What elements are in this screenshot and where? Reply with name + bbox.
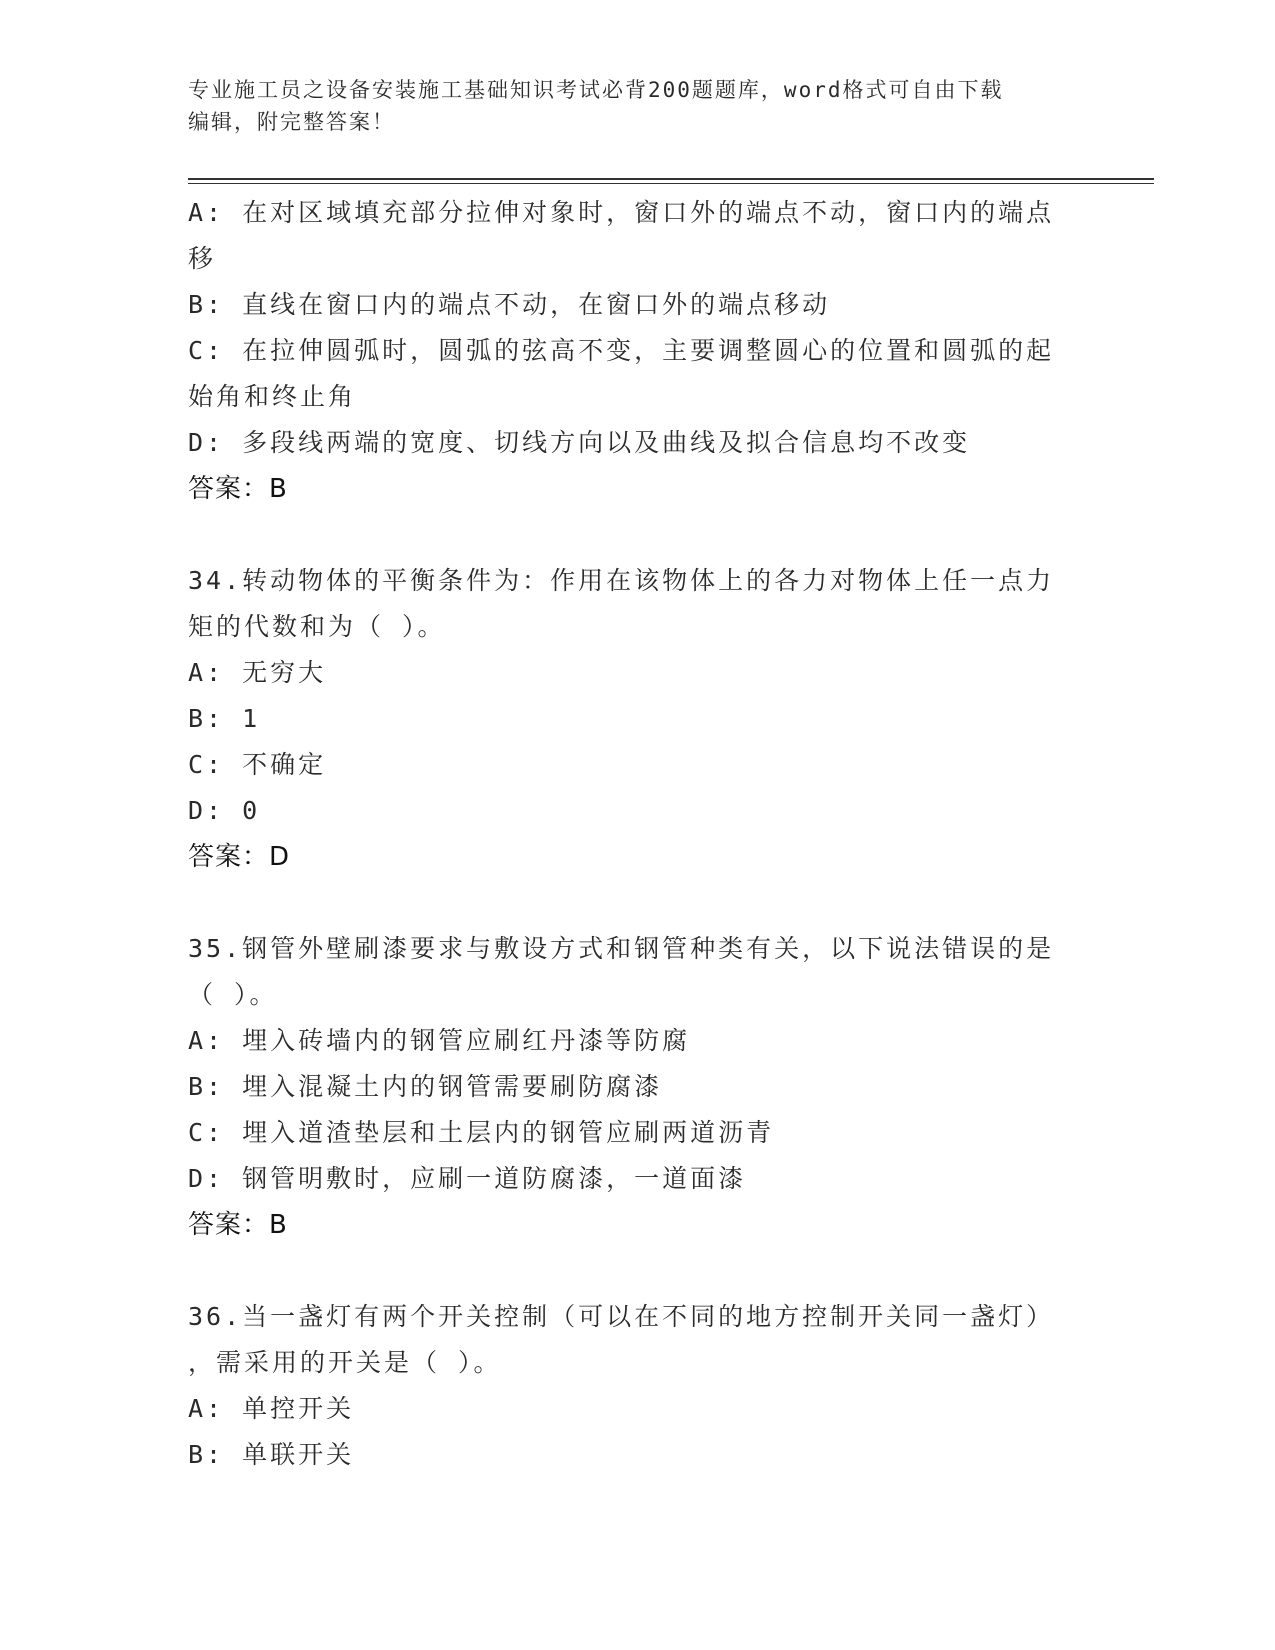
- spacer: [188, 880, 1088, 926]
- answer-label: 答案：B: [188, 474, 288, 504]
- option-a: A: 无穷大: [188, 658, 327, 687]
- header-title-line-2: 编辑，附完整答案！: [188, 110, 395, 134]
- option-b: B: 埋入混凝土内的钢管需要刷防腐漆: [188, 1072, 663, 1101]
- question-stem-line-1: 35.钢管外壁刷漆要求与敷设方式和钢管种类有关，以下说法错误的是: [188, 934, 1055, 963]
- option-d: D: 0: [188, 796, 261, 825]
- question-34-block: [188, 558, 1088, 880]
- option-a: A: 埋入砖墙内的钢管应刷红丹漆等防腐: [188, 1026, 691, 1055]
- question-stem-line-2: ，需采用的开关是（ ）。: [188, 1348, 502, 1377]
- option-b: B: 直线在窗口内的端点不动，在窗口外的端点移动: [188, 290, 831, 319]
- header-title-line-1: 专业施工员之设备安装施工基础知识考试必背200题题库，word格式可自由下载: [188, 78, 1004, 102]
- answer-label: 答案：B: [188, 1210, 288, 1240]
- question-stem-line-1: 36.当一盏灯有两个开关控制（可以在不同的地方控制开关同一盏灯）: [188, 1302, 1055, 1331]
- spacer: [188, 1248, 1088, 1294]
- option-a-line-1: A: 在对区域填充部分拉伸对象时，窗口外的端点不动，窗口内的端点: [188, 198, 1055, 227]
- option-d: D: 多段线两端的宽度、切线方向以及曲线及拟合信息均不改变: [188, 428, 971, 457]
- option-b: B: 1: [188, 704, 261, 733]
- question-36-block: [188, 1294, 1088, 1478]
- option-c-line-1: C: 在拉伸圆弧时，圆弧的弦高不变，主要调整圆心的位置和圆弧的起: [188, 336, 1055, 365]
- option-c: C: 不确定: [188, 750, 327, 779]
- question-35-block: [188, 926, 1088, 1248]
- header-divider-thin: [188, 183, 1154, 184]
- question-list: [188, 190, 1088, 1478]
- option-d: D: 钢管明敷时，应刷一道防腐漆，一道面漆: [188, 1164, 747, 1193]
- spacer: [188, 512, 1088, 558]
- header-divider-thick: [188, 178, 1154, 180]
- question-stem-line-2: （ ）。: [188, 980, 278, 1009]
- question-33-block: [188, 190, 1088, 512]
- answer-label: 答案：D: [188, 842, 291, 872]
- option-a-line-2: 移: [188, 244, 217, 273]
- option-c-line-2: 始角和终止角: [188, 382, 357, 411]
- option-c: C: 埋入道渣垫层和土层内的钢管应刷两道沥青: [188, 1118, 775, 1147]
- question-stem-line-1: 34.转动物体的平衡条件为：作用在该物体上的各力对物体上任一点力: [188, 566, 1055, 595]
- document-header: [188, 74, 1088, 138]
- option-b: B: 单联开关: [188, 1440, 355, 1469]
- question-stem-line-2: 矩的代数和为（ ）。: [188, 612, 446, 641]
- option-a: A: 单控开关: [188, 1394, 355, 1423]
